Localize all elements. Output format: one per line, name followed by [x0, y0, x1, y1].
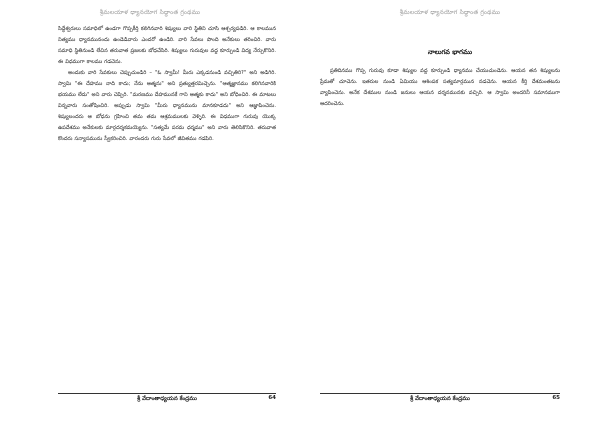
footer-title: శ్రీ వేదాంతాధ్యయన కేంద్రము [137, 396, 197, 402]
paragraph: సిద్ధేశ్వరులు సమాధిలో ఉండగా గొప్పకీర్తి కలిగినవారి శిష్యులు వారి స్థితిని చూసి ఆశ్చర్యపడిరి. ఆ కాలమున నిత్యము ధ్యానమునందు ఉండెడివారు ఎందరో ఉండిరి. వారి సేవలు పొంది అనేకులు తరించిరి. వారు సమాధి స్థితినుండి లేచిన తరువాత ప్రజలకు బోధచేసిరి. శిష్యులు గురువుల వద్ద కూర్చుండి విద్య నేర్చుకొనిరి. ఈ విధముగా కాలము గడచెను. [58, 26, 276, 65]
right-page-body [320, 66, 560, 110]
right-page [300, 0, 600, 424]
footer-rule [58, 393, 276, 394]
page-number: 64 [268, 395, 276, 401]
left-page-body [58, 24, 276, 145]
paragraph: ప్రతిదినము గొప్ప గురువు కూడా శిష్యుల వద్ద కూర్చుండి ధ్యానము చేయుచుండెను. ఆయన తన శిష్యులను ప్రేమతో చూచెను. ఇతరుల నుండి ఏమియు ఆశింపక సత్యమార్గమున నడచెను. ఆయన కీర్తి దేశమంతటను వ్యాపించెను. అనేక దేశముల నుండి జనులు ఆయన దర్శనమునకు వచ్చిరి. ఆ స్వామి అందరినీ సమానముగా ఆదరించెను. [320, 68, 560, 107]
footer-title: శ్రీ వేదాంతాధ్యయన కేంద్రము [410, 396, 470, 402]
chapter-title: నాలుగవ భాగము [427, 48, 473, 56]
footer-rule [320, 393, 560, 394]
running-head-right: శ్రీమలయాళ ధ్యానయోగ సిద్ధాంత గ్రంథము [399, 9, 501, 16]
running-head-left: శ్రీమలయాళ ధ్యానయోగ సిద్ధాంత గ్రంథము [99, 9, 201, 16]
paragraph: అందుకు వారి సేవకులు చెప్పుచుండిరి – "ఓ స్వామీ! మీరు ఎక్కడనుండి వచ్చితిరి?" అని అడిగిరి. స్వామి "ఈ దేహము నాది కాదు; నేను ఆత్మను" అని ప్రత్యుత్తరమిచ్చెను. "ఆత్మజ్ఞానము కలిగినవారికి భయము లేదు" అని వారు చెప్పిరి. "మరణము దేహమునకే గాని ఆత్మకు కాదు" అని బోధించిరి. ఈ మాటలు విన్నవారు సంతోషించిరి. అప్పుడు స్వామి "మీరు ధ్యానమును మానకూడదు" అని ఆజ్ఞాపించెను. శిష్యులందరు ఆ బోధను గ్రహించి తమ తమ ఆశ్రమములకు వెళ్ళిరి. ఈ విధముగా గురువు యొక్క ఉపదేశము అనేకులకు మార్గదర్శకమయ్యెను. "సత్యమే పరమ ధర్మము" అని వారు తెలిసికొనిరి. తరువాత కొందరు సన్యాసమును స్వీకరించిరి. వారందరు గురు సేవలో జీవితము గడపిరి. [58, 70, 276, 142]
page-number: 65 [552, 395, 560, 401]
